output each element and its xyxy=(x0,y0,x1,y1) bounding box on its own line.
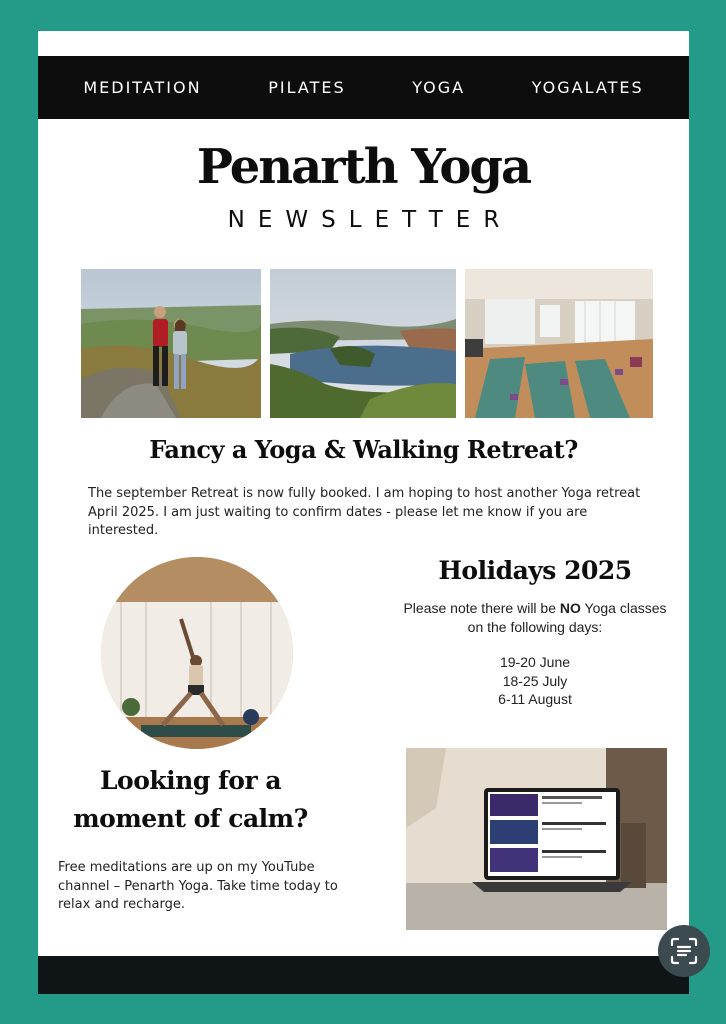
holidays-note-emphasis: NO xyxy=(559,600,581,616)
footer-bar xyxy=(38,956,689,994)
holidays-heading: Holidays 2025 xyxy=(438,556,632,585)
holidays-note: Please note there will be NO Yoga classes on the following days: xyxy=(403,600,667,635)
photo-laptop-youtube xyxy=(406,748,667,930)
retreat-heading: Fancy a Yoga & Walking Retreat? xyxy=(149,435,578,464)
text-scan-icon xyxy=(669,936,699,966)
photo-lake-landscape xyxy=(270,269,456,418)
nav-item-meditation[interactable]: MEDITATION xyxy=(83,78,202,97)
nav-item-pilates[interactable]: PILATES xyxy=(268,78,346,97)
holiday-date: 18-25 July xyxy=(502,672,568,689)
newsletter-subtitle: NEWSLETTER xyxy=(227,207,513,233)
retreat-body: The september Retreat is now fully booked. I am hoping to host another Yoga retreat April 2025. I am just waiting to confirm dates - please let me know if you are interested. xyxy=(88,486,641,538)
holiday-date: 6-11 August xyxy=(498,691,572,707)
calm-body: Free meditations are up on my YouTube channel – Penarth Yoga. Take time today to relax and recharge. xyxy=(58,860,338,912)
photo-yoga-pose xyxy=(101,557,293,749)
newsletter-page xyxy=(38,31,689,994)
photo-couple-hill xyxy=(81,269,261,418)
holiday-date: 19-20 June xyxy=(499,654,571,670)
brand-title: Penarth Yoga xyxy=(196,139,531,195)
photo-yoga-studio xyxy=(465,269,653,418)
calm-heading: Looking for a moment of calm? xyxy=(73,766,308,833)
top-nav xyxy=(38,56,689,119)
holiday-dates xyxy=(395,653,675,709)
nav-item-yogalates[interactable]: YOGALATES xyxy=(531,78,644,97)
text-scan-button[interactable] xyxy=(658,925,710,977)
nav-item-yoga[interactable]: YOGA xyxy=(412,78,466,97)
